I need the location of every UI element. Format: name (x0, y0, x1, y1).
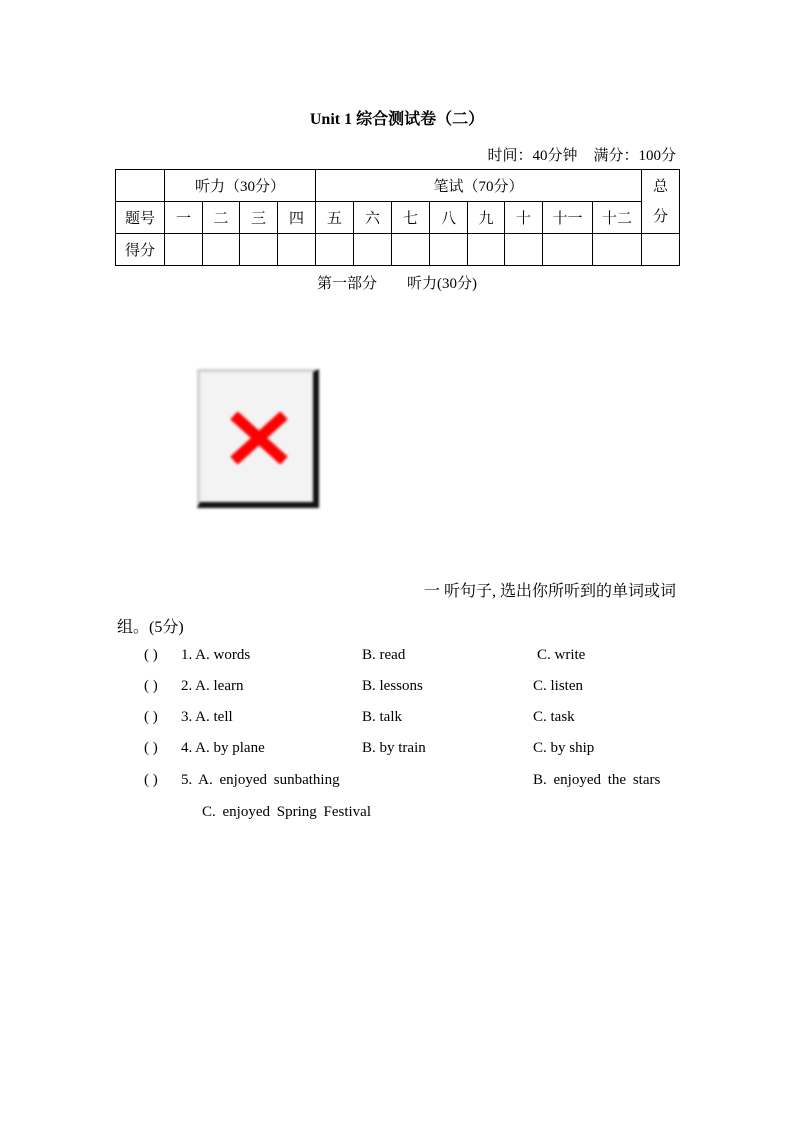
option-c: C. write (537, 647, 586, 663)
score-cell[interactable] (642, 234, 680, 266)
score-cell[interactable] (543, 234, 593, 266)
column-number: 五 (316, 202, 354, 234)
option-b: B. by train (362, 740, 426, 756)
answer-blank[interactable]: ( ) (144, 647, 158, 663)
answer-blank[interactable]: ( ) (144, 678, 158, 694)
column-number: 八 (430, 202, 468, 234)
option-a: 3. A. tell (181, 709, 233, 725)
answer-blank[interactable]: ( ) (144, 772, 158, 788)
score-cell[interactable] (354, 234, 392, 266)
part-heading (0, 272, 794, 293)
total-header (642, 170, 680, 234)
written-header: 笔试（70分） (316, 170, 642, 202)
option-b: B. read (362, 647, 406, 663)
score-cell[interactable] (165, 234, 203, 266)
column-number: 十二 (593, 202, 642, 234)
time-and-score-info (487, 144, 676, 165)
row-label-number: 题号 (116, 202, 165, 234)
column-number: 九 (468, 202, 505, 234)
score-cell[interactable] (593, 234, 642, 266)
option-a: 5. A. enjoyed sunbathing (181, 772, 340, 788)
score-cell[interactable] (505, 234, 543, 266)
column-number: 四 (278, 202, 316, 234)
option-b: B. lessons (362, 678, 423, 694)
part-subtitle: 听力(30分) (407, 276, 477, 292)
score-cell[interactable] (468, 234, 505, 266)
score-cell[interactable] (278, 234, 316, 266)
option-b: B. talk (362, 709, 402, 725)
total-header-bottom: 分 (653, 208, 669, 225)
answer-blank[interactable]: ( ) (144, 709, 158, 725)
section-heading-line2: 组。(5分) (117, 619, 184, 636)
column-number: 七 (392, 202, 430, 234)
score-cell[interactable] (316, 234, 354, 266)
score-label: 满分：100分 (593, 148, 676, 164)
score-cell[interactable] (203, 234, 240, 266)
option-c: C. listen (533, 678, 584, 694)
option-c: C. by ship (533, 740, 595, 756)
score-cell[interactable] (430, 234, 468, 266)
part-title: 第一部分 (316, 276, 377, 292)
column-number: 一 (165, 202, 203, 234)
score-cell[interactable] (240, 234, 278, 266)
table-corner-cell (116, 170, 165, 202)
option-b: B. enjoyed the stars (533, 772, 661, 788)
column-number: 三 (240, 202, 278, 234)
listening-header: 听力（30分） (165, 170, 316, 202)
page-title: Unit 1 综合测试卷（二） (309, 111, 485, 128)
column-number: 二 (203, 202, 240, 234)
broken-image-icon (197, 369, 319, 508)
answer-blank[interactable]: ( ) (144, 740, 158, 756)
score-cell[interactable] (392, 234, 430, 266)
score-table (115, 169, 680, 266)
option-a: 1. A. words (181, 647, 251, 663)
red-x-icon (230, 412, 288, 464)
option-c: C. enjoyed Spring Festival (202, 804, 371, 820)
column-number: 六 (354, 202, 392, 234)
option-a: 4. A. by plane (181, 740, 265, 756)
total-header-top: 总 (653, 178, 669, 195)
column-number: 十一 (543, 202, 593, 234)
time-label: 时间：40分钟 (487, 148, 578, 164)
option-a: 2. A. learn (181, 678, 244, 694)
section-heading-line1: 一 听句子, 选出你所听到的单词或词 (423, 583, 676, 600)
option-c: C. task (533, 709, 575, 725)
row-label-score: 得分 (116, 234, 165, 266)
column-number: 十 (505, 202, 543, 234)
